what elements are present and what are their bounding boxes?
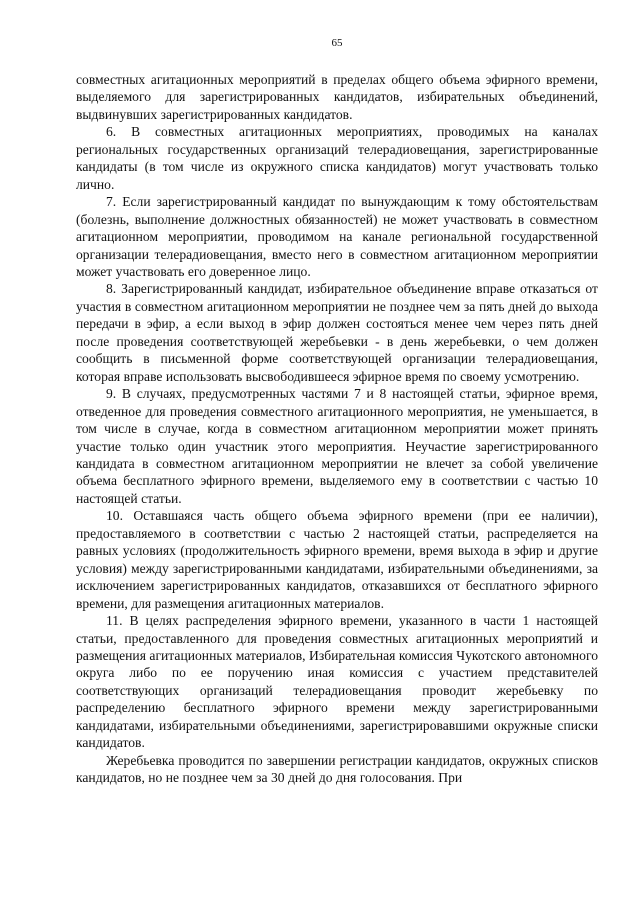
page-number: 65 (331, 37, 343, 49)
paragraph-8: 8. Зарегистрированный кандидат, избирательное объединение вправе отказаться от участия в совместном агитационном мероприятии не позднее чем за пять дней до выхода передачи в эфир, а если выход в эфир должен состояться менее чем через пять дней после проведения соответствующей жеребьевки - в день жеребьевки, о чем должен сообщить в письменной форме соответствующей организации телерадиовещания, которая вправе использовать высвободившееся эфирное время по своему усмотрению. (76, 281, 598, 384)
document-page (76, 36, 598, 787)
paragraph-10: 10. Оставшаяся часть общего объема эфирного времени (при ее наличии), предоставляемого в соответствии с частью 2 настоящей статьи, распределяется на равных условиях (продолжительность эфирного времени, время выхода в эфир и другие условия) между зарегистрированными кандидатами, избирательными объединениями, за исключением зарегистрированных кандидатов, отказавшихся от бесплатного эфирного времени, для размещения агитационных материалов. (76, 508, 598, 611)
paragraph-9: 9. В случаях, предусмотренных частями 7 и 8 настоящей статьи, эфирное время, отведенное для проведения совместного агитационного мероприятия, не уменьшается, в том числе в случае, когда в совместном агитационном мероприятии может принять участие только один участник этого мероприятия. Неучастие зарегистрированного кандидата в совместном агитационном мероприятии не влечет за собой увеличение объема бесплатного эфирного времени, выделяемого ему в соответствии с частью 10 настоящей статьи. (76, 386, 598, 506)
paragraph-lottery: Жеребьевка проводится по завершении регистрации кандидатов, окружных списков кандидатов, но не позднее чем за 30 дней до дня голосования. При (76, 752, 598, 786)
paragraph-continuation: совместных агитационных мероприятий в пределах общего объема эфирного времени, выделяемого для зарегистрированных кандидатов, избирательных объединений, выдвинувших зарегистрированных кандидатов. (76, 72, 598, 122)
paragraph-7: 7. Если зарегистрированный кандидат по вынуждающим к тому обстоятельствам (болезнь, выполнение должностных обязанностей) не может участвовать в совместном агитационном мероприятии, проводимом на канале региональной государственной организации телерадиовещания, вместо него в совместном агитационном мероприятии может участвовать его доверенное лицо. (76, 194, 598, 279)
paragraph-11: 11. В целях распределения эфирного времени, указанного в части 1 настоящей статьи, предоставленного для проведения совместных агитационных мероприятий и размещения агитационных материалов, Избирательная комиссия Чукотского автономного округа либо по ее поручению иная комиссия с участием представителей соответствующих организаций телерадиовещания проводит жеребьевку по распределению бесплатного эфирного времени между зарегистрированными кандидатами, избирательными объединениями, зарегистрировавшими окружные списки кандидатов. (76, 613, 598, 751)
paragraph-6: 6. В совместных агитационных мероприятиях, проводимых на каналах региональных государственных организаций телерадиовещания, зарегистрированные кандидаты (в том числе из окружного списка кандидатов) могут участвовать только лично. (76, 124, 598, 192)
